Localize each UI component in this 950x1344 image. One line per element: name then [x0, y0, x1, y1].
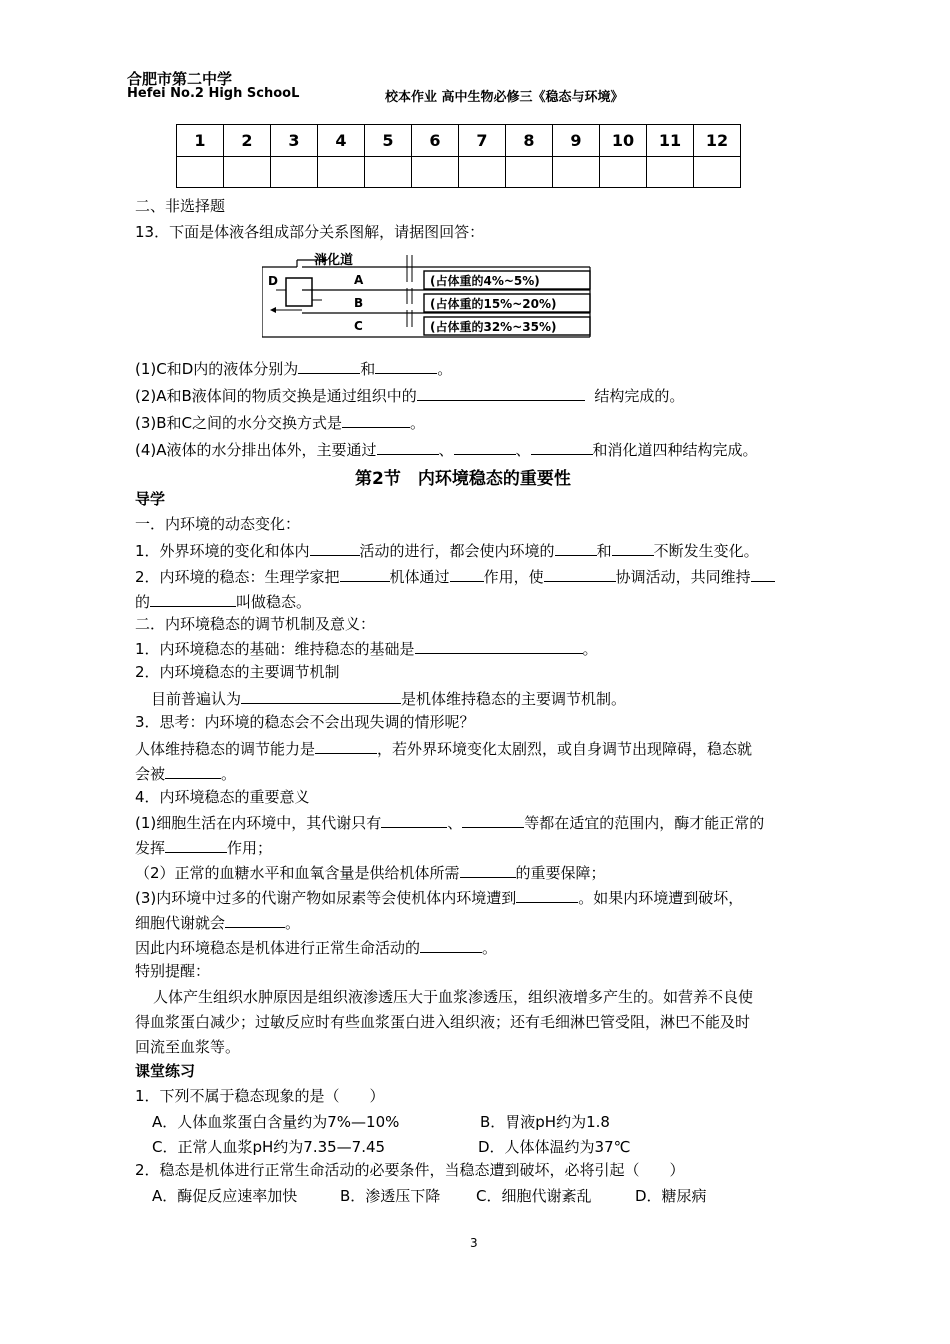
note-b: (占体重的15%~20%)	[430, 297, 557, 311]
answer-table	[176, 124, 741, 188]
blank[interactable]	[460, 862, 516, 878]
blank[interactable]	[340, 566, 390, 582]
guide-m4-2: （2）正常的血糖水平和血氧含量是供给机体所需 的重要保障；	[135, 864, 606, 882]
blank[interactable]	[450, 566, 484, 582]
q13-part3: (3)B和C之间的水分交换方式是 。	[135, 414, 426, 432]
answer-blank-row	[177, 157, 741, 188]
blank[interactable]	[544, 566, 616, 582]
label-b: B	[354, 296, 364, 310]
guide-m4-3b: 细胞代谢就会 。	[135, 914, 301, 932]
answer-number: 5	[365, 125, 412, 157]
practice-q1-option-d[interactable]: D．人体体温约为37℃	[478, 1138, 631, 1156]
answer-cell[interactable]	[318, 157, 365, 188]
guide-m4-1: (1)细胞生活在内环境中，其代谢只有 、 等都在适宜的范围内，酶才能正常的	[135, 814, 765, 832]
school-name-cn: 合肥市第二中学	[127, 70, 233, 88]
answer-cell[interactable]	[271, 157, 318, 188]
practice-q1-option-c[interactable]: C．正常人血浆pH约为7.35—7.45	[152, 1138, 386, 1156]
guide-m3: 3．思考：内环境的稳态会不会出现失调的情形呢？	[135, 713, 475, 731]
practice-q2-option-c[interactable]: C．细胞代谢紊乱	[476, 1187, 592, 1205]
blank[interactable]	[342, 412, 410, 428]
school-name-en: Hefei No.2 High SchooL	[127, 86, 300, 101]
tip-line-2: 得血浆蛋白减少；过敏反应时有些血浆蛋白进入组织液；还有毛细淋巴管受阻，淋巴不能及时	[135, 1013, 751, 1031]
guide-m4-1b: 发挥 作用；	[135, 839, 273, 857]
guide-line-1: 1．外界环境的变化和体内 活动的进行，都会使内环境的 和 不断发生变化。	[135, 542, 759, 560]
blank[interactable]	[417, 385, 585, 401]
guide-m1: 1．内环境稳态的基础：维持稳态的基础是 。	[135, 640, 598, 658]
body-fluid-diagram	[262, 252, 594, 338]
answer-cell[interactable]	[177, 157, 224, 188]
blank[interactable]	[165, 763, 221, 779]
guide-m4: 4．内环境稳态的重要意义	[135, 788, 310, 806]
practice-q2: 2．稳态是机体进行正常生命活动的必要条件，当稳态遭到破坏，必将引起（ ）	[135, 1161, 685, 1179]
practice-q1: 1．下列不属于稳态现象的是（ ）	[135, 1087, 385, 1105]
answer-cell[interactable]	[647, 157, 694, 188]
practice-q2-option-d[interactable]: D．糖尿病	[635, 1187, 707, 1205]
tip-heading: 特别提醒：	[135, 962, 211, 980]
blank[interactable]	[462, 812, 524, 828]
blank[interactable]	[298, 358, 360, 374]
answer-cell[interactable]	[506, 157, 553, 188]
blank[interactable]	[454, 439, 516, 455]
exchange-arrows	[407, 255, 412, 327]
answer-number: 4	[318, 125, 365, 157]
guide-line-2: 2．内环境的稳态：生理学家把 机体通过 作用，使 协调活动，共同维持	[135, 566, 775, 587]
guide-m2: 2．内环境稳态的主要调节机制	[135, 663, 340, 681]
practice-heading: 课堂练习	[135, 1062, 196, 1080]
blank[interactable]	[612, 540, 654, 556]
answer-number: 2	[224, 125, 271, 157]
answer-number: 7	[459, 125, 506, 157]
practice-q2-option-a[interactable]: A．酶促反应速率加快	[152, 1187, 298, 1205]
guide-line-2b: 的 叫做稳态。	[135, 593, 312, 611]
blank[interactable]	[555, 540, 597, 556]
practice-q1-option-b[interactable]: B．胃液pH约为1.8	[480, 1113, 610, 1131]
q13-part4: (4)A液体的水分排出体外，主要通过 、 、 和消化道四种结构完成。	[135, 441, 758, 459]
guide-m4-3: (3)内环境中过多的代谢产物如尿素等会使机体内环境遭到 。如果内环境遭到破坏，	[135, 889, 744, 907]
blank[interactable]	[415, 638, 583, 654]
note-c: (占体重的32%~35%)	[430, 320, 557, 334]
tip-line-1: 人体产生组织水肿原因是组织液渗透压大于血浆渗透压，组织液增多产生的。如营养不良使	[153, 988, 754, 1006]
answer-number-row	[177, 125, 741, 157]
blank[interactable]	[241, 688, 401, 704]
label-c: C	[354, 319, 363, 333]
answer-number: 11	[647, 125, 694, 157]
answer-cell[interactable]	[224, 157, 271, 188]
course-title: 校本作业 高中生物必修三《稳态与环境》	[385, 90, 624, 105]
answer-number: 9	[553, 125, 600, 157]
section-title: 第2节 内环境稳态的重要性	[355, 469, 571, 489]
practice-q2-option-b[interactable]: B．渗透压下降	[340, 1187, 441, 1205]
blank[interactable]	[315, 738, 377, 754]
blank[interactable]	[381, 812, 447, 828]
guide-heading: 导学	[135, 490, 166, 508]
answer-number: 6	[412, 125, 459, 157]
answer-number: 8	[506, 125, 553, 157]
box-d	[286, 278, 312, 306]
answer-number: 3	[271, 125, 318, 157]
blank[interactable]	[531, 439, 593, 455]
blank[interactable]	[375, 358, 437, 374]
q13-part1: (1)C和D内的液体分别为 和 。	[135, 360, 453, 378]
blank[interactable]	[150, 591, 236, 607]
answer-cell[interactable]	[459, 157, 506, 188]
answer-cell[interactable]	[553, 157, 600, 188]
blank[interactable]	[225, 912, 285, 928]
answer-number: 12	[694, 125, 741, 157]
answer-cell[interactable]	[694, 157, 741, 188]
label-a: A	[354, 273, 364, 287]
tip-line-3: 回流至血浆等。	[135, 1038, 241, 1056]
q13-part2: (2)A和B液体间的物质交换是通过组织中的 结构完成的。	[135, 387, 685, 405]
blank[interactable]	[377, 439, 439, 455]
blank[interactable]	[516, 887, 578, 903]
note-a: (占体重的4%~5%)	[430, 274, 540, 288]
blank[interactable]	[420, 937, 482, 953]
guide-m2-line: 目前普遍认为 是机体维持稳态的主要调节机制。	[151, 690, 627, 708]
answer-number: 10	[600, 125, 647, 157]
answer-cell[interactable]	[412, 157, 459, 188]
guide-part2: 二．内环境稳态的调节机制及意义：	[135, 615, 376, 633]
question-13: 13．下面是体液各组成部分关系图解，请据图回答：	[135, 223, 485, 241]
arrow-from-d	[270, 307, 276, 313]
blank[interactable]	[310, 540, 360, 556]
guide-m3-line: 人体维持稳态的调节能力是 ，若外界环境变化太剧烈，或自身调节出现障碍，稳态就	[135, 740, 753, 758]
label-d: D	[268, 274, 278, 288]
answer-cell[interactable]	[365, 157, 412, 188]
answer-number: 1	[177, 125, 224, 157]
guide-m5: 因此内环境稳态是机体进行正常生命活动的 。	[135, 939, 498, 957]
blank[interactable]	[751, 566, 775, 582]
practice-q1-option-a[interactable]: A．人体血浆蛋白含量约为7%—10%	[152, 1113, 400, 1131]
label-digestive: 消化道	[314, 253, 354, 268]
blank[interactable]	[165, 837, 227, 853]
page-number: 3	[470, 1236, 478, 1250]
answer-cell[interactable]	[600, 157, 647, 188]
section2-heading: 二、非选择题	[135, 197, 226, 215]
guide-part1: 一．内环境的动态变化：	[135, 515, 301, 533]
guide-m3-line2: 会被 。	[135, 765, 237, 783]
